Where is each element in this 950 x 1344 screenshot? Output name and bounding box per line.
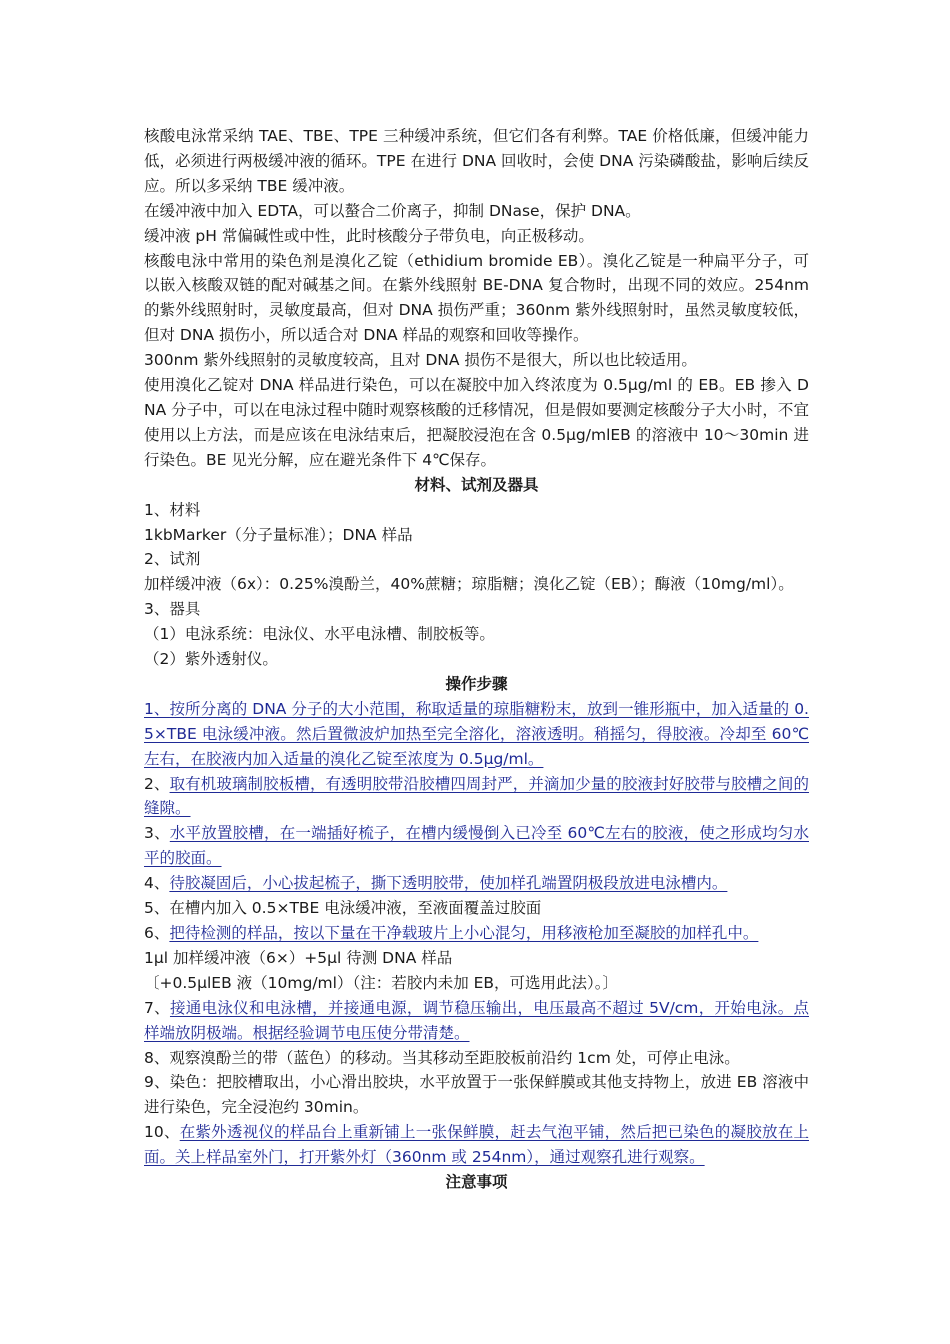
intro-paragraph: 缓冲液 pH 常偏碱性或中性，此时核酸分子带负电，向正极移动。 <box>144 226 594 245</box>
step-6 <box>144 921 809 946</box>
step-link[interactable]: 接通电泳仪和电泳槽，并接通电源，调节稳压输出，电压最高不超过 5V/cm，开始电泳。点样端放阴极端。根据经验调节电压使分带清楚。 <box>144 998 809 1042</box>
materials-heading: 材料、试剂及器具 <box>414 475 539 494</box>
materials-line: 加样缓冲液（6x）：0.25%溴酚兰，40%蔗糖；琼脂糖；溴化乙锭（EB）；酶液（10mg/ml）。 <box>144 575 794 594</box>
step-link[interactable]: 取有机玻璃制胶板槽，有透明胶带沿胶槽四周封严，并滴加少量的胶液封好胶带与胶槽之间的缝隙。 <box>144 774 809 818</box>
notes-heading: 注意事项 <box>445 1173 508 1192</box>
step-text: 1μl 加样缓冲液（6×）+5μl 待测 DNA 样品 <box>144 948 453 967</box>
step-2 <box>144 772 809 822</box>
step-5 <box>144 896 809 921</box>
step-number: 10、 <box>144 1123 180 1142</box>
step-link[interactable]: 水平放置胶槽，在一端插好梳子，在槽内缓慢倒入已冷至 60℃左右的胶液，使之形成均匀水平的胶面。 <box>144 824 809 868</box>
step-10 <box>144 1120 809 1170</box>
step-6-note <box>144 971 809 996</box>
step-6-mix <box>144 946 809 971</box>
materials-line: 1、材料 <box>144 500 201 519</box>
step-link[interactable]: 按所分离的 DNA 分子的大小范围，称取适量的琼脂糖粉末，放到一锥形瓶中，加入适量的 0.5×TBE 电泳缓冲液。然后置微波炉加热至完全溶化，溶液透明。稍摇匀，得胶液。冷却至 60℃左右，在胶液内加入适量的溴化乙锭至浓度为 0.5μg/ml。 <box>144 699 809 768</box>
step-3 <box>144 821 809 871</box>
step-number: 7、 <box>144 998 170 1017</box>
intro-paragraph: 在缓冲液中加入 EDTA，可以螯合二价离子，抑制 DNase，保护 DNA。 <box>144 201 641 220</box>
intro-paragraph: 核酸电泳中常用的染色剂是溴化乙锭（ethidium bromide EB）。溴化乙锭是一种扁平分子，可以嵌入核酸双链的配对碱基之间。在紫外线照射 BE-DNA 复合物时，出现不同的效应。254nm 的紫外线照射时，灵敏度最高，但对 DNA 损伤严重；360nm 紫外线照射时，虽然灵敏度较低，但对 DNA 损伤小，所以适合对 DNA 样品的观察和回收等操作。 <box>144 251 809 345</box>
step-number: 2、 <box>144 774 170 793</box>
step-link[interactable]: 在紫外透视仪的样品台上重新铺上一张保鲜膜，赶去气泡平铺，然后把已染色的凝胶放在上面。关上样品室外门，打开紫外灯（360nm 或 254nm），通过观察孔进行观察。 <box>144 1123 809 1167</box>
step-4 <box>144 871 809 896</box>
step-8 <box>144 1046 809 1071</box>
materials-line: （1）电泳系统：电泳仪、水平电泳槽、制胶板等。 <box>144 625 495 644</box>
step-text: 在槽内加入 0.5×TBE 电泳缓冲液，至液面覆盖过胶面 <box>169 899 542 918</box>
steps-heading: 操作步骤 <box>445 674 508 693</box>
step-link[interactable]: 待胶凝固后，小心拔起梳子，撕下透明胶带，使加样孔端置阴极段放进电泳槽内。 <box>169 874 728 893</box>
step-number: 4、 <box>144 874 170 893</box>
step-number: 1、 <box>144 699 170 718</box>
intro-paragraph: 使用溴化乙锭对 DNA 样品进行染色，可以在凝胶中加入终浓度为 0.5μg/ml 的 EB。EB 掺入 DNA 分子中，可以在电泳过程中随时观察核酸的迁移情况，但是假如要测定核酸分子大小时，不宜使用以上方法，而是应该在电泳结束后，把凝胶浸泡在含 0.5μg/mlEB 的溶液中 10～30min 进行染色。BE 见光分解，应在避光条件下 4℃保存。 <box>144 376 809 469</box>
step-9 <box>144 1070 809 1120</box>
step-1 <box>144 697 809 772</box>
intro-paragraph: 核酸电泳常采纳 TAE、TBE、TPE 三种缓冲系统，但它们各有利弊。TAE 价格低廉，但缓冲能力低，必须进行两极缓冲液的循环。TPE 在进行 DNA 回收时，会使 DNA 污染磷酸盐，影响后续反应。所以多采纳 TBE 缓冲液。 <box>144 127 809 195</box>
step-number: 6、 <box>144 924 170 942</box>
step-number: 8、 <box>144 1048 170 1067</box>
intro-paragraph: 300nm 紫外线照射的灵敏度较高，且对 DNA 损伤不是很大，所以也比较适用。 <box>144 351 697 370</box>
materials-line: （2）紫外透射仪。 <box>144 650 278 669</box>
step-number: 9、 <box>144 1073 170 1092</box>
step-number: 3、 <box>144 824 170 843</box>
step-text: 染色：把胶槽取出，小心滑出胶块，水平放置于一张保鲜膜或其他支持物上，放进 EB 溶液中进行染色，完全浸泡约 30min。 <box>144 1073 809 1117</box>
step-text: 观察溴酚兰的带（蓝色）的移动。当其移动至距胶板前沿约 1cm 处，可停止电泳。 <box>169 1048 740 1067</box>
step-link[interactable]: 把待检测的样品，按以下量在干净载玻片上小心混匀，用移液枪加至凝胶的加样孔中。 <box>169 924 759 942</box>
step-text: 〔+0.5μlEB 液（10mg/ml）（注：若胶内未加 EB，可选用此法）。〕 <box>144 973 619 992</box>
materials-line: 2、试剂 <box>144 550 201 569</box>
materials-line: 3、器具 <box>144 600 201 619</box>
document-page <box>144 124 809 1195</box>
step-7 <box>144 996 809 1046</box>
step-number: 5、 <box>144 899 170 918</box>
materials-line: 1kbMarker（分子量标准）；DNA 样品 <box>144 525 413 544</box>
